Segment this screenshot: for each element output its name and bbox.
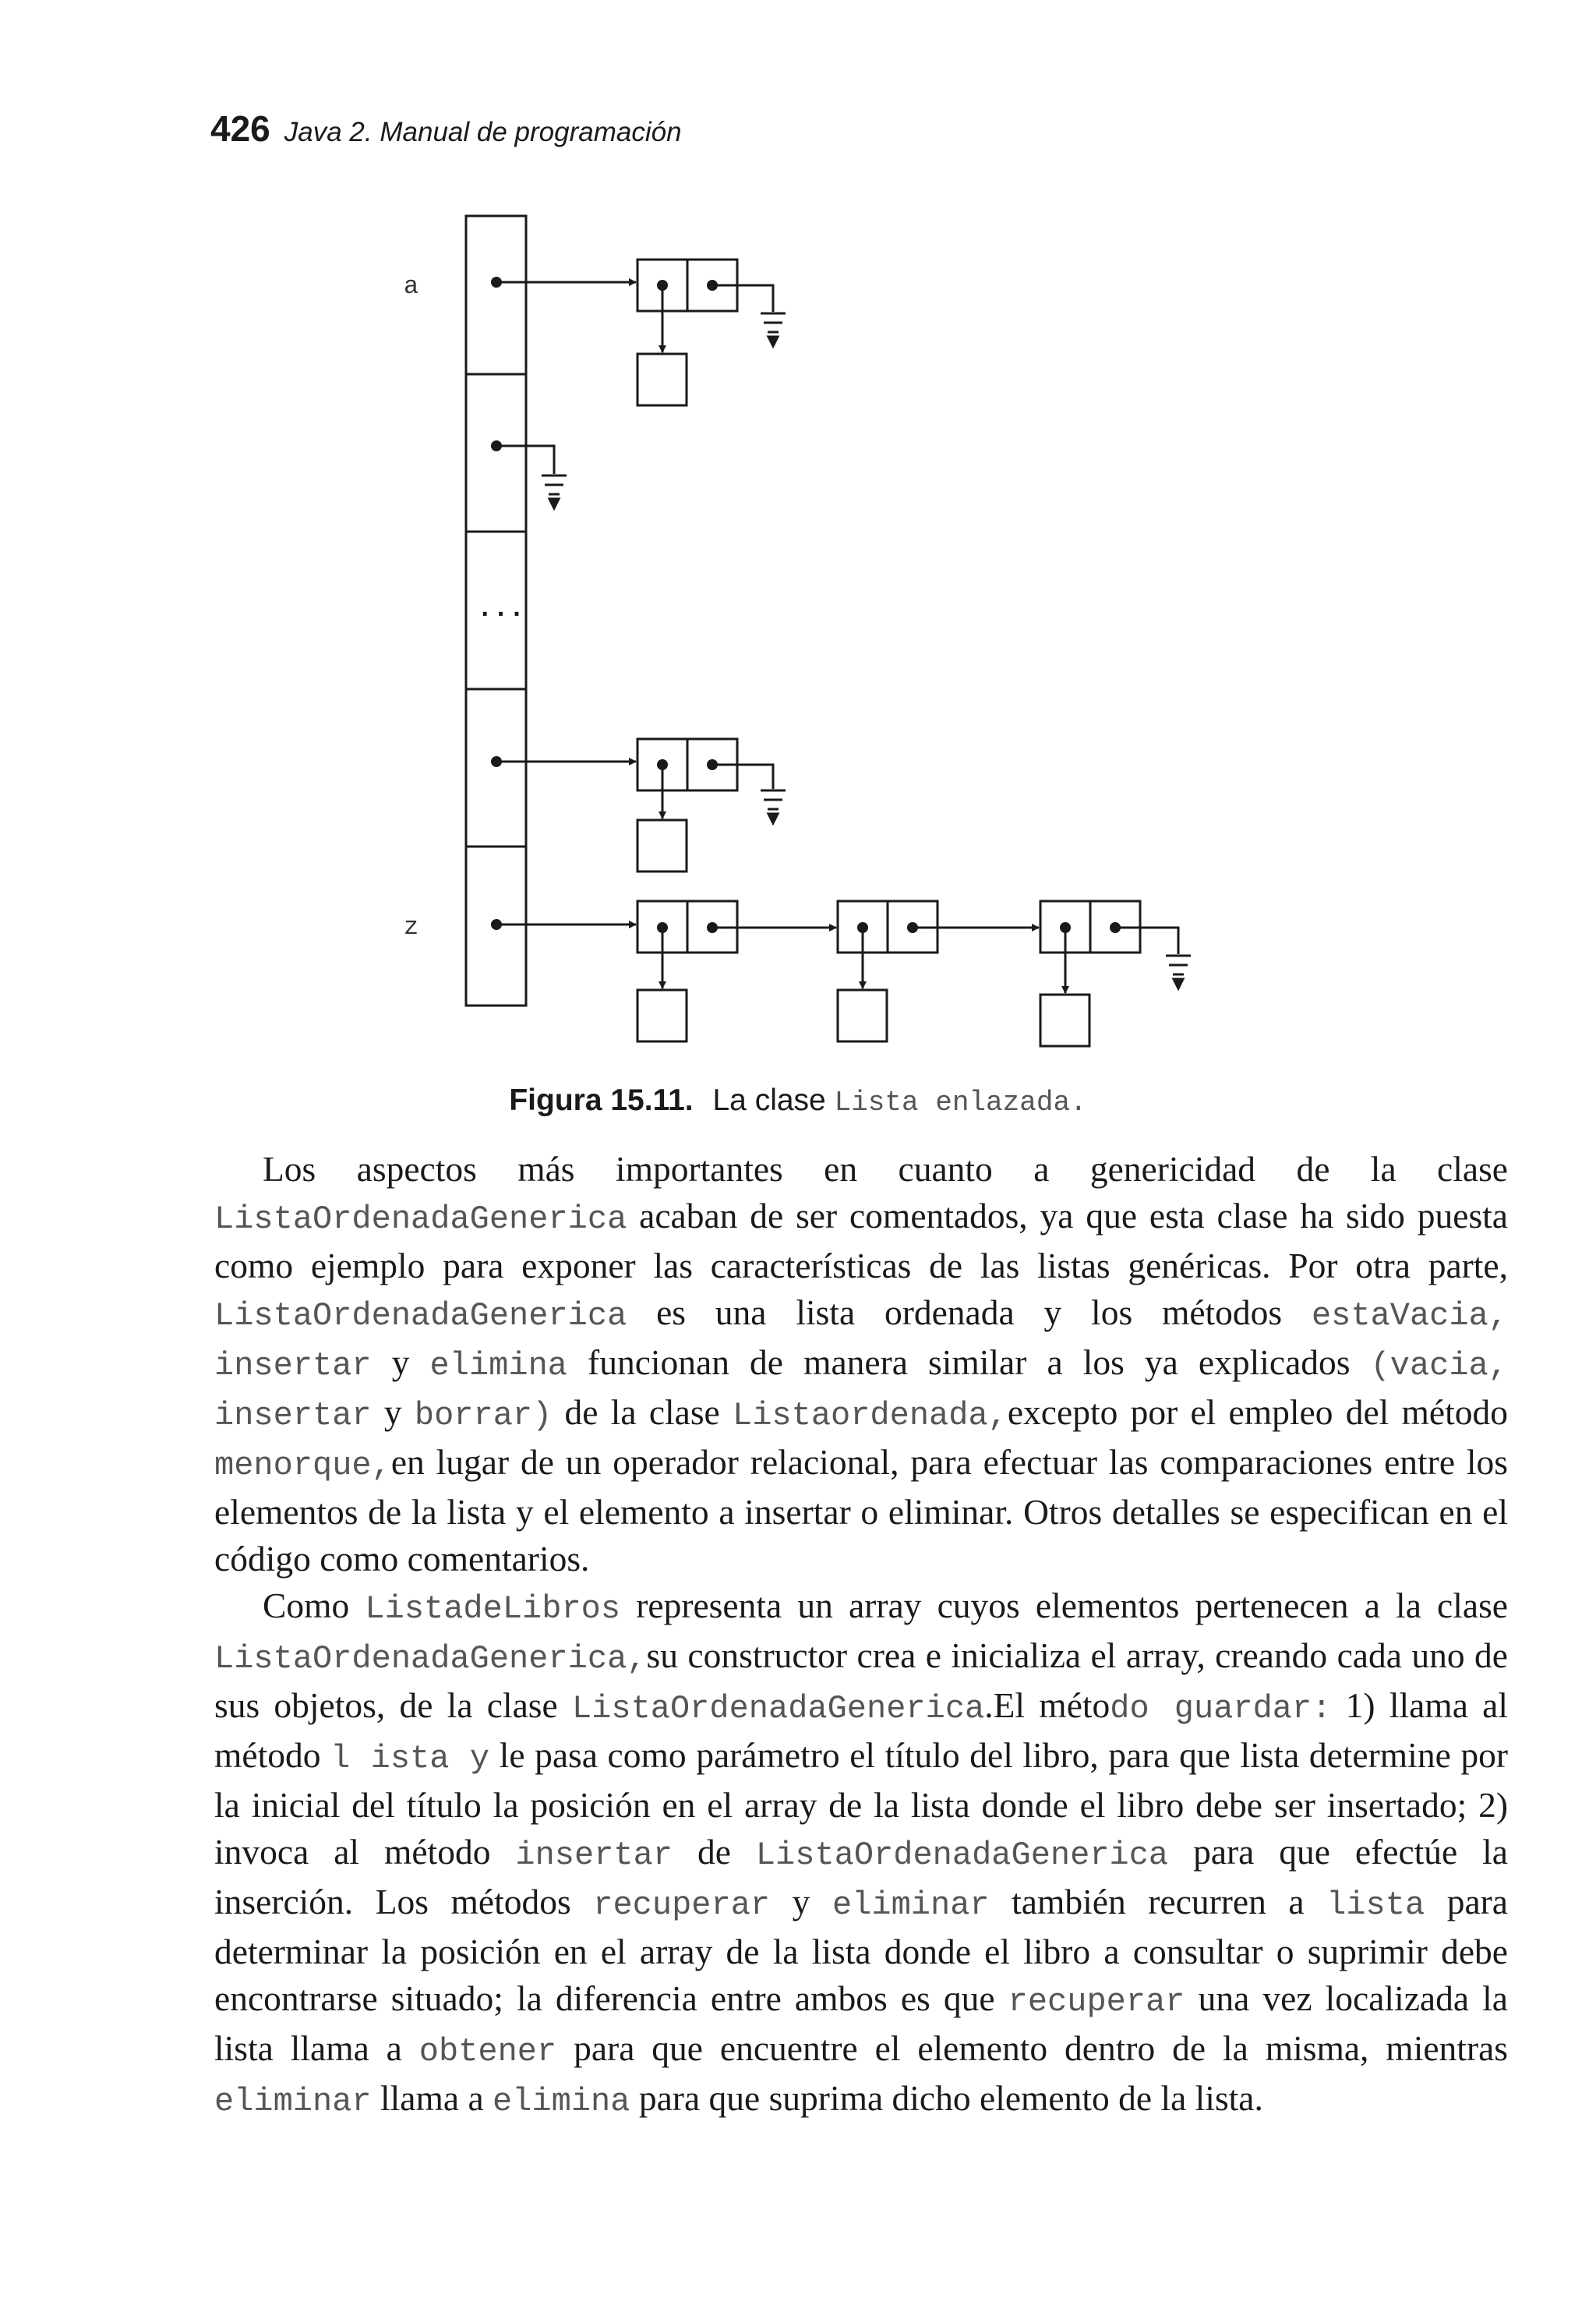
running-title-end: Manual de programación [380, 117, 682, 147]
inline-code: menorque, [214, 1447, 391, 1484]
inline-code: do guardar: [1110, 1690, 1332, 1727]
text-run: en lugar de un operador relacional, para efectuar las comparaciones entre los elementos de la lista y el elemento a insertar o eliminar. Otros detalles se especifican en el código como comentarios. [214, 1442, 1508, 1579]
figure-caption [0, 1084, 1596, 1119]
inline-code: insertar [214, 1397, 372, 1434]
text-run: y [371, 1342, 430, 1382]
inline-code: eliminar [832, 1886, 990, 1924]
text-run: Como [263, 1586, 365, 1625]
inline-code: l ista y [330, 1740, 490, 1777]
linked-list-diagram [0, 0, 1596, 1076]
paragraph-2 [214, 1582, 1508, 2125]
node-a1-null-ground [761, 313, 786, 346]
inline-code: insertar [515, 1837, 673, 1874]
paragraph-1 [214, 1146, 1508, 1582]
text-run: y [770, 1882, 832, 1921]
text-run: para que efectúe la inserción. Los métodos [214, 1832, 1508, 1921]
inline-code: elimina [493, 2083, 630, 2120]
inline-code: Listaordenada, [733, 1397, 1008, 1434]
array-label-z: z [404, 913, 419, 942]
array-label-ellipsis: ... [477, 595, 525, 624]
inline-code: ListaOrdenadaGenerica [214, 1200, 627, 1238]
figure-caption-text: La clase [712, 1084, 826, 1117]
text-run: excepto por el empleo del método [1007, 1392, 1509, 1432]
text-run: 1) llama al método [214, 1685, 1508, 1775]
text-run: funcionan de manera similar a los ya explicados [567, 1342, 1371, 1382]
inline-code: insertar [214, 1347, 372, 1384]
inline-code: borrar) [414, 1397, 553, 1434]
text-run: Los aspectos más importantes en cuanto a genericidad de la clase [263, 1149, 1508, 1189]
text-run: su constructor crea e inicializa el array, creando cada uno de sus objetos, de la clase [214, 1635, 1508, 1725]
text-run: llama a [371, 2078, 493, 2118]
inline-code: elimina [429, 1347, 567, 1384]
text-run: y [371, 1392, 415, 1432]
array-label-a: a [404, 272, 419, 301]
inline-code: (vacia, [1370, 1347, 1508, 1384]
inline-code: estaVacia, [1311, 1297, 1508, 1335]
node-z2-data-box [838, 990, 887, 1041]
inline-code: ListaOrdenadaGenerica [571, 1690, 985, 1727]
node-r4-null-link [712, 765, 773, 789]
text-run: le pasa como parámetro el título del libro, para que lista determine por la inicial del título la posición en el array de la lista donde el libro debe ser insertado; 2) invoca al método [214, 1735, 1508, 1872]
node-a1-data-box [637, 354, 687, 405]
inline-code: ListaOrdenadaGenerica [214, 1297, 627, 1335]
text-run: para que suprima dicho elemento de la lista. [630, 2078, 1263, 2118]
text-run: de [673, 1832, 756, 1872]
text-run: para determinar la posición en el array de la lista donde el libro a consultar o suprimir debe encontrarse situado; la diferencia entre ambos es que [214, 1882, 1509, 2018]
text-run: una vez localizada la lista llama a [214, 1978, 1508, 2068]
figure-caption-number: Figura 15.11. [509, 1084, 694, 1117]
body-text [214, 1146, 1508, 2125]
node-z3-null-ground [1166, 956, 1191, 988]
text-run: para que encuentre el elemento dentro de la misma, mientras [556, 2028, 1508, 2068]
text-run: también recurren a [989, 1882, 1327, 1921]
inline-code: ListadeLibros [365, 1590, 621, 1628]
inline-code: recuperar [1008, 1983, 1185, 2020]
array-row2-null-ground [542, 475, 567, 508]
page-number: 426 [210, 108, 270, 149]
node-r4-data-box [637, 820, 687, 871]
figure-caption-code: Lista enlazada. [834, 1087, 1087, 1119]
inline-code: obtener [418, 2033, 557, 2070]
text-run: de la clase [552, 1392, 733, 1432]
node-z3-null-link [1115, 928, 1178, 954]
text-run: acaban de ser comentados, ya que esta clase ha sido puesta como ejemplo para exponer las características de las listas genéricas. Por otra parte, [214, 1196, 1508, 1285]
inline-code: eliminar [214, 2083, 372, 2120]
node-z3-data-box [1040, 995, 1089, 1046]
text-run: es una lista ordenada y los métodos [627, 1292, 1312, 1332]
node-a1-null-link [712, 285, 773, 312]
text-run: representa un array cuyos elementos pertenecen a la clase [620, 1586, 1508, 1625]
node-z1-data-box [637, 990, 687, 1041]
running-title-number: 2. [349, 117, 373, 147]
node-r4-null-ground [761, 790, 786, 823]
inline-code: recuperar [593, 1886, 771, 1924]
running-title-start: Java [284, 117, 342, 147]
inline-code: lista [1326, 1886, 1425, 1924]
inline-code: ListaOrdenadaGenerica [755, 1837, 1169, 1874]
inline-code: ListaOrdenadaGenerica, [214, 1640, 647, 1677]
text-run: .El méto [984, 1685, 1110, 1725]
